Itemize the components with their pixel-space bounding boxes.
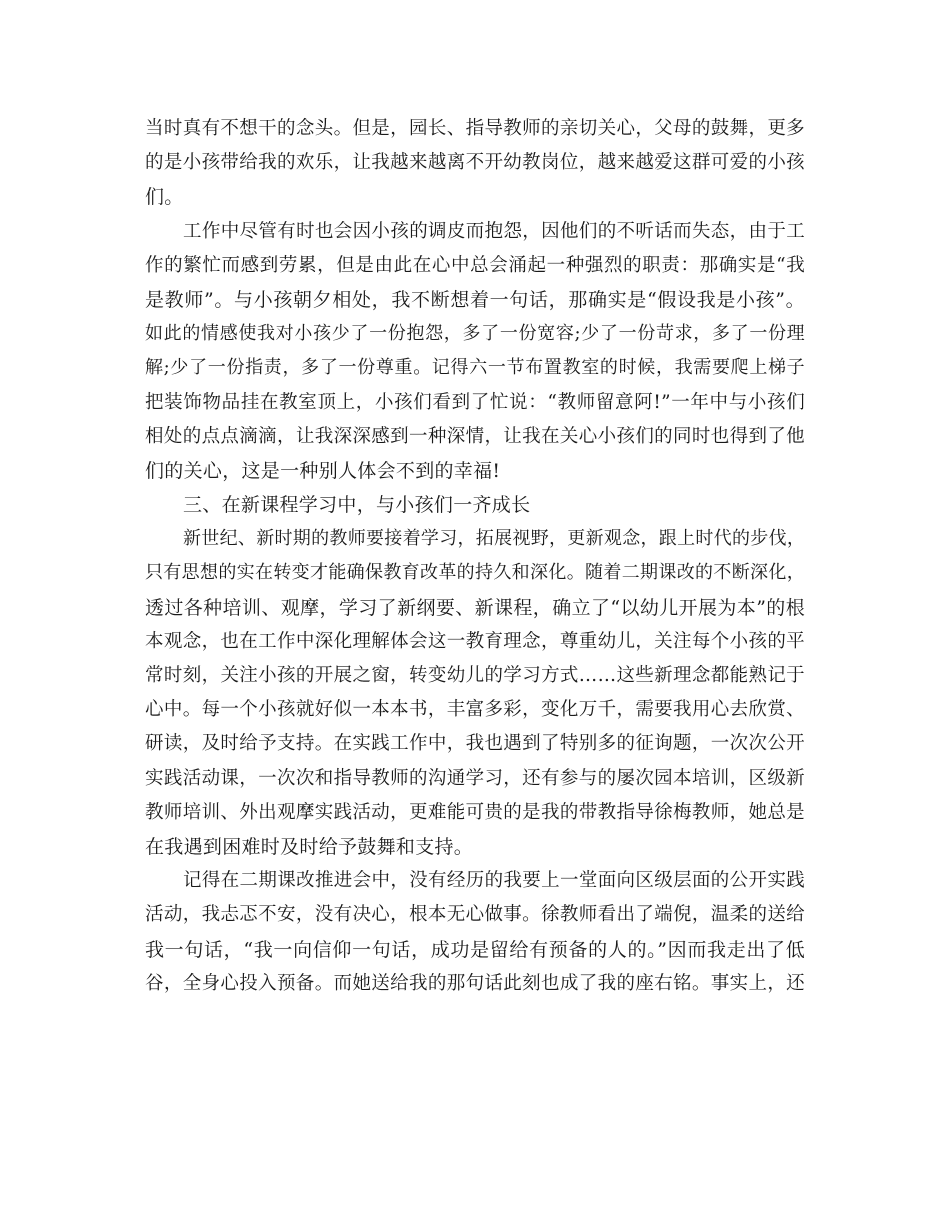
paragraph-first-line: 三、在新课程学习中，与小孩们一齐成长 — [183, 494, 531, 517]
text-line: 谷，全身心投入预备。而她送给我的那句话此刻也成了我的座右铭。事实上，还 — [145, 972, 805, 994]
text-line: 们。 — [145, 186, 184, 209]
text-line: 把装饰物品挂在教室顶上，小孩们看到了忙说：“教师留意阿!”一年中与小孩们 — [145, 391, 805, 413]
text-line: 在我遇到困难时及时给予鼓舞和支持。 — [145, 835, 474, 858]
text-line: 只有思想的实在转变才能确保教育改革的持久和深化。随着二期课改的不断深化， — [145, 562, 805, 584]
text-line: 心中。每一个小孩就好似一本本书，丰富多彩，变化万千，需要我用心去欣赏、 — [145, 699, 805, 721]
paragraph-first-line: 工作中尽管有时也会因小孩的调皮而抱怨，因他们的不听话而失态，由于工 — [183, 220, 805, 242]
text-line: 们的关心，这是一种别人体会不到的幸福! — [145, 459, 501, 482]
text-line: 研读，及时给予支持。在实践工作中，我也遇到了特别多的征询题，一次次公开 — [145, 733, 805, 755]
text-line: 透过各种培训、观摩，学习了新纲要、新课程，确立了“以幼儿开展为本”的根 — [145, 596, 805, 619]
text-line: 相处的点点滴滴，让我深深感到一种深情，让我在关心小孩们的同时也得到了他 — [145, 425, 805, 447]
text-line: 解;少了一份指责，多了一份尊重。记得六一节布置教室的时候，我需要爬上梯子 — [145, 357, 805, 379]
text-line: 我一句话，“我一向信仰一句话，成功是留给有预备的人的。”因而我走出了低 — [145, 938, 805, 961]
text-line: 常时刻，关注小孩的开展之窗，转变幼儿的学习方式……这些新理念都能熟记于 — [145, 665, 805, 686]
text-line: 作的繁忙而感到劳累，但是由此在心中总会涌起一种强烈的职责：那确实是“我 — [145, 254, 805, 276]
text-line: 活动，我忐忑不安，没有决心，根本无心做事。徐教师看出了端倪，温柔的送给 — [145, 904, 805, 926]
paragraph-first-line: 新世纪、新时期的教师要接着学习，拓展视野，更新观念，跟上时代的步伐， — [183, 528, 806, 550]
text-line: 当时真有不想干的念头。但是，园长、指导教师的亲切关心，父母的鼓舞，更多 — [145, 118, 805, 139]
paragraph-first-line: 记得在二期课改推进会中，没有经历的我要上一堂面向区级层面的公开实践 — [183, 870, 805, 892]
document-body — [145, 112, 805, 1001]
text-line: 如此的情感使我对小孩少了一份抱怨，多了一份宽容;少了一份苛求，多了一份理 — [145, 323, 805, 345]
text-line: 是教师”。与小孩朝夕相处，我不断想着一句话，那确实是“假设我是小孩”。 — [145, 288, 805, 311]
text-line: 实践活动课，一次次和指导教师的沟通学习，还有参与的屡次园本培训，区级新 — [145, 767, 805, 789]
text-line: 教师培训、外出观摩实践活动，更难能可贵的是我的带教指导徐梅教师，她总是 — [145, 801, 805, 823]
text-line: 本观念，也在工作中深化理解体会这一教育理念，尊重幼儿，关注每个小孩的平 — [145, 630, 805, 652]
text-line: 的是小孩带给我的欢乐，让我越来越离不开幼教岗位，越来越爱这群可爱的小孩 — [145, 152, 805, 174]
